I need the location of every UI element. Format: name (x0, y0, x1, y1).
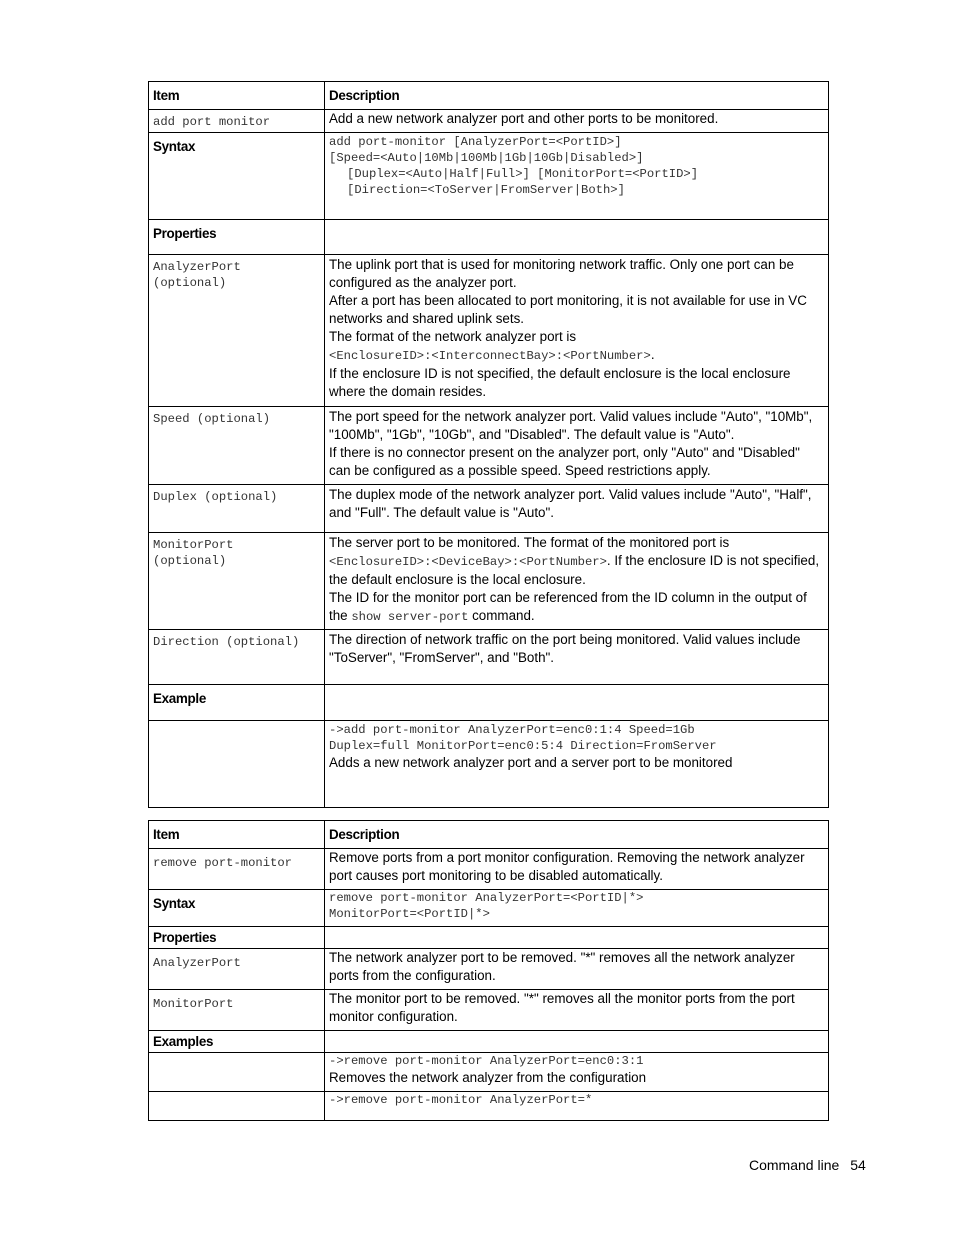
command-description: Remove ports from a port monitor configuration. Removing the network analyzer port causes port monitoring to be disabled automatically. (325, 849, 829, 890)
table-row (149, 407, 829, 485)
property-description: The network analyzer port to be removed. "*" removes all the network analyzer ports from the configuration. (325, 949, 829, 990)
description-column-header: Description (325, 82, 829, 110)
syntax-line: [Direction=<ToServer|FromServer|Both>] (347, 183, 625, 197)
command-code: show server-port (351, 610, 469, 624)
properties-label: Properties (149, 927, 325, 949)
example-caption: Adds a new network analyzer port and a server port to be monitored (329, 755, 733, 770)
item-column-header: Item (149, 82, 325, 110)
example-code: ->remove port-monitor AnalyzerPort=enc0:3:1 (329, 1054, 644, 1068)
command-name-cell (149, 110, 325, 133)
property-description: The server port to be monitored. The format of the monitored port is <EnclosureID>:<DeviceBay>:<PortNumber>. If the enclosure ID is not specified, the default enclosure is the local enclosure. The ID for the monitor port can be referenced from the ID column in the output of the show server-port command. (325, 533, 829, 630)
example-content-row (149, 1092, 829, 1121)
example-cell (325, 1092, 829, 1121)
property-description: The port speed for the network analyzer port. Valid values include "Auto", "10Mb", "100Mb", "1Gb", "10Gb", and "Disabled". The default value is "Auto". If there is no connector present on the analyzer port, only "Auto" and "Disabled" can be configured as a possible speed. Speed restrictions apply. (325, 407, 829, 485)
property-name: AnalyzerPort (153, 956, 241, 970)
format-code: <EnclosureID>:<InterconnectBay>:<PortNumber> (329, 349, 651, 363)
format-code: <EnclosureID>:<DeviceBay>:<PortNumber> (329, 555, 607, 569)
example-code: ->remove port-monitor AnalyzerPort=* (329, 1093, 593, 1107)
examples-label: Examples (149, 1031, 325, 1053)
description-column-header: Description (325, 821, 829, 849)
syntax-cell (325, 890, 829, 927)
property-name: Direction (optional) (153, 635, 300, 649)
example-caption: Removes the network analyzer from the configuration (329, 1070, 647, 1085)
syntax-line: [Speed=<Auto|10Mb|100Mb|1Gb|10Gb|Disabled>] (329, 151, 644, 165)
command-name: remove port-monitor (153, 856, 292, 870)
table-header-row (149, 821, 829, 849)
page-number: 54 (850, 1157, 866, 1173)
table-row (149, 990, 829, 1031)
syntax-line: add port-monitor [AnalyzerPort=<PortID>] (329, 135, 622, 149)
properties-label: Properties (149, 220, 325, 255)
item-column-header: Item (149, 821, 325, 849)
syntax-label: Syntax (149, 133, 325, 220)
table-header-row (149, 82, 829, 110)
command-description: Add a new network analyzer port and other ports to be monitored. (325, 110, 829, 133)
table-row (149, 485, 829, 533)
table-row (149, 110, 829, 133)
example-content-row (149, 1053, 829, 1092)
syntax-line: [Duplex=<Auto|Half|Full>] [MonitorPort=<PortID>] (347, 167, 699, 181)
example-cell (325, 1053, 829, 1092)
property-description: The direction of network traffic on the port being monitored. Valid values include "ToServer", "FromServer", and "Both". (325, 630, 829, 685)
example-code: Duplex=full MonitorPort=enc0:5:4 Direction=FromServer (329, 739, 717, 753)
table-row (149, 533, 829, 630)
examples-row (149, 1031, 829, 1053)
property-description: The duplex mode of the network analyzer port. Valid values include "Auto", "Half", and "Full". The default value is "Auto". (325, 485, 829, 533)
remove-port-monitor-table (148, 820, 829, 1121)
example-row (149, 685, 829, 721)
footer-section: Command line (749, 1157, 840, 1173)
page-footer (749, 1157, 866, 1173)
syntax-label: Syntax (149, 890, 325, 927)
properties-row (149, 220, 829, 255)
command-name: add port monitor (153, 115, 271, 129)
properties-row (149, 927, 829, 949)
property-name: MonitorPort (153, 997, 234, 1011)
table-row (149, 849, 829, 890)
property-name: AnalyzerPort (optional) (153, 260, 241, 290)
example-content-row (149, 721, 829, 808)
syntax-cell (325, 133, 829, 220)
property-name: Duplex (optional) (153, 490, 278, 504)
example-code: ->add port-monitor AnalyzerPort=enc0:1:4 Speed=1Gb (329, 723, 695, 737)
example-cell (325, 721, 829, 808)
add-port-monitor-table (148, 81, 829, 808)
syntax-row (149, 890, 829, 927)
property-description: The monitor port to be removed. "*" removes all the monitor ports from the port monitor configuration. (325, 990, 829, 1031)
table-row (149, 255, 829, 407)
table-row (149, 630, 829, 685)
property-name: MonitorPort (optional) (153, 538, 234, 568)
syntax-line: remove port-monitor AnalyzerPort=<PortID|*> (329, 891, 644, 905)
syntax-row (149, 133, 829, 220)
table-row (149, 949, 829, 990)
syntax-line: MonitorPort=<PortID|*> (329, 907, 490, 921)
property-description: The uplink port that is used for monitoring network traffic. Only one port can be configured as the analyzer port. After a port has been allocated to port monitoring, it is not available for use in VC networks and shared uplink sets. The format of the network analyzer port is <EnclosureID>:<InterconnectBay>:<PortNumber>. If the enclosure ID is not specified, the default enclosure is the local enclosure where the domain resides. (325, 255, 829, 407)
property-name: Speed (optional) (153, 412, 271, 426)
example-label: Example (149, 685, 325, 721)
